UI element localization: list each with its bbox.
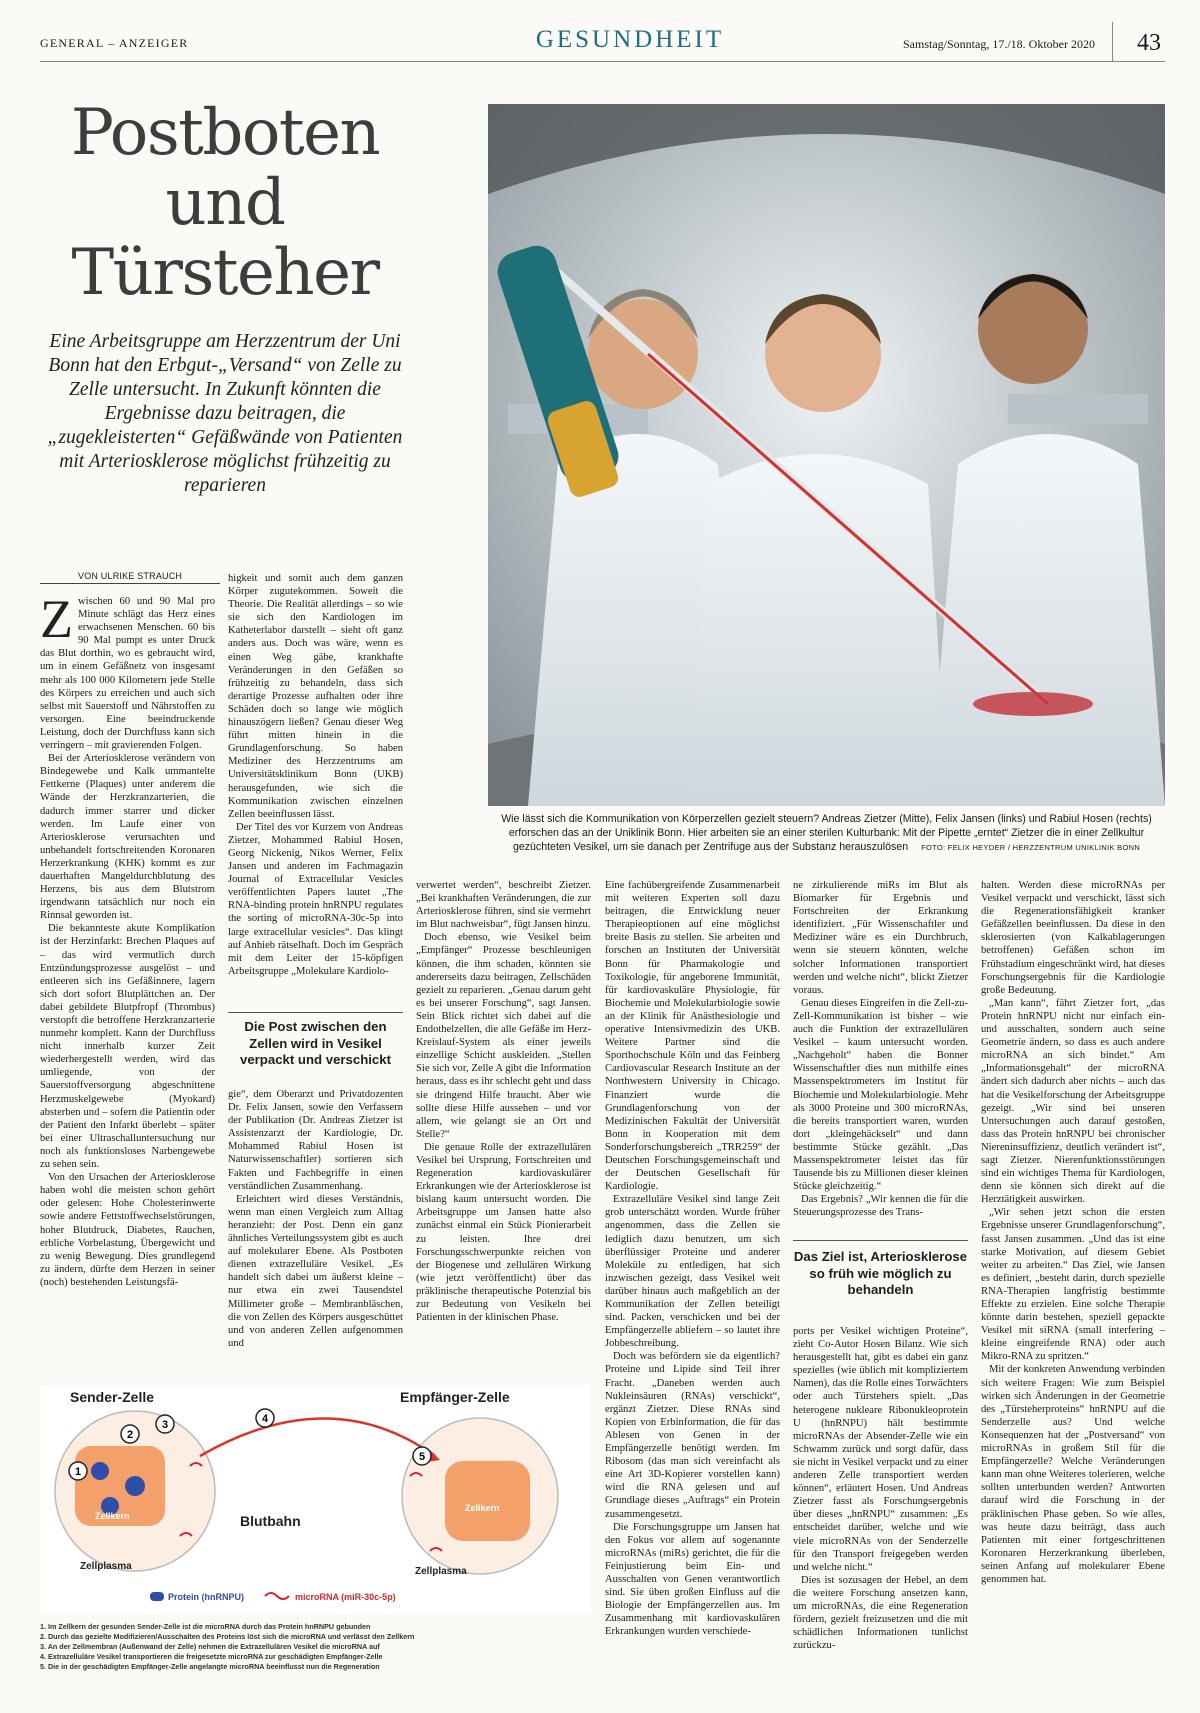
pull-quote-1: Die Post zwischen den Zellen wird in Vesikel verpackt und verschickt <box>228 1012 403 1069</box>
graphic-note: 5. Die in der geschädigten Empfänger-Zelle angelangte microRNA beeinflusst nun die Regeneration <box>40 1662 380 1671</box>
step-5: 5 <box>418 1451 426 1463</box>
paragraph: ports per Vesikel wichtigen Proteine“, zieht Co-Autor Hosen Bilanz. Wie sich herausgestellt hat, gibt es dabei ein ganz spezielles (wie üblich mit kompliziertem Namen), das die Rolle eines Torwächters oder auch Türstehers spielt. „Das heterogene nukleare Ribonukleoprotein U (hnRNPU) hält bestimmte microRNAs der Absender-Zelle wie ein Schwamm zurück und sorgt dafür, dass sie nicht in Vesikel verpackt und zu einer anderen Zelle transportiert werden können“, erläutert Hosen. Und Andreas Zietzer fasst als Forschungsergebnis über dieses „hnRNPU“ zusammen: „Es entscheidet darüber, welche und wie viele microRNAs von der Senderzelle für den Transport freigegeben werden und welche nicht.“ <box>793 1326 968 1573</box>
paragraph: „Wir sehen jetzt schon die ersten Ergebnisse unserer Grundlagenforschung“, fasst Jansen zusammen. „Und das ist eine starke Motivation, auf diesem Gebiet weiter zu arbeiten.“ Das Ziel, wie Jansen es definiert, „besteht darin, durch spezielle RNA-Therapien langfristig bestimmte Effekte zu erzielen. Eine solche Therapie könnte darin bestehen, speziell gepackte Vesikel mit siRNA (small interfering – kleine eingreifende RNA) oder auch Mikro-RNA zu spritzen.“ <box>981 1207 1165 1363</box>
receiver-cell-label: Empfänger-Zelle <box>400 1389 510 1405</box>
headline <box>40 98 410 308</box>
masthead-divider <box>1112 22 1113 62</box>
microrna-legend-icon <box>265 1593 289 1599</box>
paragraph: Dies ist sozusagen der Hebel, an dem die weitere Forschung ansetzen kann, um microRNAs, die eine Regeneration fördern, gezielt freizusetzen und die mit schädlichen Informationen tunlichst zurückzu- <box>793 1574 968 1652</box>
step-1: 1 <box>74 1466 82 1478</box>
paragraph: halten. Werden diese microRNAs per Vesikel verpackt und verschickt, lässt sich die Regenerationsfähigkeit kranker Gefäßzellen beeinflussen. Da diese in den sklerosierten (von Kalkablagerungen betroffenen) Gefäßen schon im Frühstadium eingeschränkt wird, hat dieses Forschungsergebnis für die Kardiologie große Bedeutung. <box>981 880 1165 996</box>
paragraph: Von den Ursachen der Arteriosklerose haben wohl die meisten schon gehört oder gelesen: Hohe Cholesterinwerte sowie andere Fettstoffwechselstörungen, hoher Blutdruck, Diabetes, Rauchen, erbliche Vorbelastung, Übergewicht und zu wenig Bewegung. Dies grundlegend zu ändern, dürfte dem Herzen in seiner (noch) bestehenden Leistungsfä- <box>40 1172 215 1288</box>
graphic-notes <box>40 1622 590 1672</box>
paragraph: Bei der Arteriosklerose verändern von Bindegewebe und Kalk ummantelte Fettkerne (Plaques) unter anderem die Wände der Herzkranzarterien, die dadurch immer starrer und dicker werden. Im Laufe einer von Arteriosklerose verursachten und unbehandelt fortschreitenden Koronaren Herzerkrankung (KHK) kommt es zur dauerhaften Mangeldurchblutung des Herzens, bis aus dem Blutstrom irgendwann tatsächlich nur noch ein Rinnsal geworden ist. <box>40 753 215 922</box>
headline-line-3: Türsteher <box>71 236 379 310</box>
article-column-5 <box>793 879 968 1219</box>
paragraph: Der Titel des vor Kurzem von Andreas Zietzer, Mohammed Rabiul Hosen, Georg Nickenig, Nikos Werner, Felix Jansen und anderen im Fachmagazin Journal of Extracellular Vesicles veröffentlichten Papers lautet „The RNA-binding protein hnRNPU regulates the sorting of microRNA-30c-5p into large extracellular vesicles“. Das klingt auf Anhieb rätselhaft. Doch im Gespräch mit dem Leiter der 15-köpfigen Arbeitsgruppe „Molekulare Kardiolo- <box>228 821 403 977</box>
article-column-2-continued <box>228 1088 403 1366</box>
paragraph: higkeit und somit auch dem ganzen Körper zugutekommen. Soweit die Theorie. Die Realität allerdings – so wie sie sich den Kardiologen im Katheterlabor darstellt – sieht oft ganz anders aus. Doch was wäre, wenn es einen Weg gäbe, krankhafte Veränderungen in den Gefäßen so frühzeitig zu behandeln, dass sich derartige Prozesse aufhalten oder ihre Schäden doch so lange wie möglich hinauszögern ließen? Genau dieser Weg führt mitten hinein in die Grundlagenforschung. So haben Mediziner des Herzzentrums am Universitätsklinikum Bonn (UKB) herausgefunden, wie sich die Kommunikation zwischen einzelnen Zellen beeinflussen lässt. <box>228 573 403 820</box>
paragraph: Doch was befördern sie da eigentlich? Proteine und Lipide sind Teil ihrer Fracht. „Daneben werden auch Nukleinsäuren (RNAs) verschickt“, ergänzt Zietzer. Diese RNAs sind Kopien von Erbinformation, die für das Ablesen von Genen in der Empfängerzelle benötigt werden. Im Ribosom (das man sich vereinfacht als eine Art 3D-Kopierer vorstellen kann) wird die RNA gelesen und auf Grundlage dieses „Auftrags“ ein Protein zusammengesetzt. <box>605 1351 780 1520</box>
article-column-6 <box>981 879 1165 1703</box>
paragraph-text: wischen 60 und 90 Mal pro Minute schlägt das Herz eines erwachsenen Menschen. 60 bis 90 Mal pumpt es unter Druck das Blut dorthin, wo es gebraucht wird, um in einem Gefäßnetz von insgesamt mehr als 100 000 Kilometern jede Stelle des Körpers zu erreichen und auch sich selbst mit Sauerstoff und Nährstoffen zu versorgen. Eine beeindruckende Leistung, doch der Durchfluss kann sich verringern – mit gravierenden Folgen. <box>40 596 215 752</box>
blood-vessel-label: Blutbahn <box>240 1513 301 1529</box>
step-3: 3 <box>161 1419 169 1431</box>
paragraph <box>40 589 215 752</box>
graphic-note: 4. Extrazelluläre Vesikel transportieren die freigesetzte microRNA zur geschädigten Empfänger-Zelle <box>40 1652 383 1661</box>
paragraph: Mit der konkreten Anwendung verbinden sich weitere Fragen: Wie zum Beispiel wirken sich Änderungen in der Geometrie des „Türsteherproteins“ hnRNPU auf die Senderzelle aus? Und welche Konsequenzen hat der „Postversand“ von microRNAs in großem Stil für die Empfängerzelle? Welche Veränderungen kann man ohne Weiteres tolerieren, welche sollten unterbunden werden? Antworten darauf wird die Forschung in der präklinischen Phase geben. So wie alles, was heute dazu beiträgt, dass auch Patienten mit einer fortgeschrittenen Koronaren Herzerkrankung überleben, seinen Anfang auf molekularer Ebene genommen hat. <box>981 1364 1165 1585</box>
protein-legend-label: Protein (hnRNPU) <box>168 1592 244 1602</box>
paragraph: Genau dieses Eingreifen in die Zell-zu-Zell-Kommunikation ist bisher – wie auch die Funktion der extrazellulären Vesikel – kaum untersucht worden. „Nachgeholt“ haben die Bonner Wissenschaftler dies nun mithilfe eines Massenspektrometers im Institut für Biochemie und Molekularbiologie. Mehr als 3000 Proteine und 300 microRNAs, die bereits transportiert waren, wurden dort „kleingehäckselt“ und dann bestimmte Stücke gezählt. „Das Massenspektrometer leistet das für Tausende bis zu Millionen dieser kleinen Stücke gleichzeitig.“ <box>793 997 968 1193</box>
article-column-2 <box>228 572 403 1017</box>
article-column-1 <box>40 589 215 1365</box>
graphic-note: 3. An der Zellmembran (Außenwand der Zelle) nehmen die Extrazellulären Vesikel die microRNA auf <box>40 1642 380 1651</box>
sender-nucleus-label: Zellkern <box>95 1511 130 1521</box>
article-column-5-continued <box>793 1325 968 1703</box>
receiver-nucleus-label: Zellkern <box>465 1503 500 1513</box>
cell-communication-graphic <box>40 1386 590 1614</box>
paragraph: Doch ebenso, wie Vesikel beim „Empfänger“ Prozesse beschleunigen können, die ihm schaden, könnten sie andererseits dazu beitragen, Zellschäden gezielt zu reparieren. „Genau darum geht es bei unserer Forschung“, sagt Jansen. Sein Blick richtet sich dabei auf die Endothelzellen, die alle Gefäße im Herz-Kreislauf-System als einer jeweils einzellige Schicht auskleiden. „Stellen Sie sich vor, Zelle A gibt die Information heraus, dass es ihr schlecht geht und dass sie dringend Hilfe braucht. Aber wie sollte diese Hilfe aussehen – und vor allem, wie gelangt sie an Ort und Stelle?“ <box>416 932 591 1140</box>
newspaper-name: GENERAL – ANZEIGER <box>40 36 189 50</box>
dropcap: Z <box>40 589 73 649</box>
photo-caption <box>488 812 1165 855</box>
article-column-4 <box>605 879 780 1699</box>
page-number: 43 <box>1137 30 1161 56</box>
paragraph: Die Forschungsgruppe um Jansen hat den Fokus vor allem auf sogenannte microRNAs (miRs) gerichtet, die für die Feinjustierung beim Ein- und Ausschalten von Genen verantwortlich sind. Sie üben großen Einfluss auf die Biologie der Empfängerzellen aus. Im Zusammenhang mit kardiovaskulären Erkrankungen wurden verschiede- <box>605 1521 780 1638</box>
paragraph: Das Ergebnis? „Wir kennen die für die Steuerungsprozesse des Trans- <box>793 1194 968 1219</box>
paragraph: Extrazelluläre Vesikel sind lange Zeit grob unterschätzt worden. Wurde früher angenommen, dass die Zellen sie lediglich dazu benutzen, um sich überflüssiger Proteine und anderer Moleküle zu entledigen, hat sich inzwischen gezeigt, dass Vesikel weit darüber hinaus auch maßgeblich an der Kommunikation der Zellen beteiligt sind. Packen, verschicken und bei der Empfängerzelle abliefern – so lautet ihre Jobbeschreibung. <box>605 1194 780 1350</box>
sender-cell-label: Sender-Zelle <box>70 1389 155 1405</box>
cell-diagram <box>40 1386 590 1614</box>
section-title: GESUNDHEIT <box>535 26 725 53</box>
transport-arrow <box>200 1419 435 1457</box>
paragraph: Die bekannteste akute Komplikation ist der Herzinfarkt: Brechen Plaques auf – das wird vermutlich durch Entzündungsprozesse ausgelöst – und entleeren sich ins Gefäßinnere, lagern sich dort sofort Blutplättchen an. Der dabei gebildete Blutpfropf (Thrombus) verstopft die betroffene Herzkranzarterie nunmehr komplett. Kann der Durchfluss nicht innerhalb kurzer Zeit wiederhergestellt werden, wird das umliegende, von der Sauerstoffversorgung abgeschnittene Herzmuskelgewebe (Myokard) absterben und – sofern die Patientin oder der Patient den Infarkt überlebt – später bei einer Ultraschalluntersuchung nur noch als funktionsloses Narbengewebe zu sehen sein. <box>40 923 215 1171</box>
lede: Eine Arbeitsgruppe am Herzzentrum der Uni Bonn hat den Erbgut-„Versand“ von Zelle zu Zelle untersucht. In Zukunft könnten die Ergebnisse dazu beitragen, die „zugekleisterten“ Gefäßwände von Patienten mit Arteriosklerose möglichst frühzeitig zu reparieren <box>47 331 403 496</box>
lab-photo-illustration <box>488 104 1165 806</box>
step-2: 2 <box>126 1429 134 1441</box>
protein-icon <box>91 1462 109 1480</box>
receiver-plasma-label: Zellplasma <box>415 1566 467 1577</box>
paragraph: ne zirkulierende miRs im Blut als Biomarker für Ergebnis und Fortschreiten der Erkrankung identifiziert. „Für Wissenschaftler und Mediziner wäre es ein Durchbruch, wenn sie steuern könnten, welche solcher Informationen transportiert werden und welche nicht“, blickt Zietzer voraus. <box>793 880 968 996</box>
article-column-3 <box>416 879 591 1365</box>
paragraph: Erleichtert wird dieses Verständnis, wenn man einen Vergleich zum Alltag heranzieht: der Post. Denn ein ganz ähnliches Verteilungssystem gibt es auch auf molekularer Ebene. Als Postboten dienen extrazelluläre Vesikel. „Es handelt sich dabei um äußerst kleine – nur etwa ein zwei Tausendstel Millimeter große – Membranbläschen, die von Zellen des Körpers ausgeschüttet und von anderen Zellen aufgenommen und <box>228 1193 403 1349</box>
photo-credit: FOTO: FELIX HEYDER / HERZZENTRUM UNIKLINIK BONN <box>921 843 1141 852</box>
receiver-nucleus <box>445 1461 530 1541</box>
protein-legend-icon <box>150 1592 164 1601</box>
graphic-note: 1. Im Zellkern der gesunden Sender-Zelle ist die microRNA durch das Protein hnRNPU gebunden <box>40 1622 371 1631</box>
headline-line-2: und <box>165 166 285 240</box>
lab-photo <box>488 104 1165 806</box>
byline: VON ULRIKE STRAUCH <box>40 571 220 584</box>
graphic-note: 2. Durch das gezielte Modifizieren/Ausschalten des Proteins löst sich die microRNA und verlässt den Zellkern <box>40 1632 415 1641</box>
caption-text: Wie lässt sich die Kommunikation von Körperzellen gezielt steuern? Andreas Zietzer (Mitte), Felix Jansen (links) und Rabiul Hosen (rechts) erforschen das an der Uniklinik Bonn. Hier arbeiten sie an einer sterilen Kulturbank: Mit der Pipette „erntet“ Zietzer die in einer Zellkultur gezüchteten Vesikel, um sie danach per Zentrifuge aus der Substanz herauszulösen <box>501 813 1152 853</box>
paragraph: Eine fachübergreifende Zusammenarbeit mit weiteren Experten soll dazu beitragen, die Entwicklung neuer Therapieoptionen auf eine möglichst breite Basis zu stellen. Sie arbeiten und forschen an Instituten der Universität Bonn für Pharmakologie und Toxikologie, für angeborene Immunität, für kardiovaskuläre Physiologie, für Biochemie und Molekularbiologie sowie an der Klinik für Anästhesiologie und operative Intensivmedizin des UKB. Weitere Partner sind die Sporthochschule Köln und das Feinberg Cardiovascular Research Institute an der Northwestern University in Chicago. Finanziert wurde die Grundlagenforschung von der Medizinischen Fakultät der Universität Bonn in Kooperation mit dem Sonderforschungsbereich „TRR259“ der Deutschen Forschungsgemeinschaft und der Deutschen Gesellschaft für Kardiologie. <box>605 880 780 1193</box>
paragraph: Die genaue Rolle der extrazellulären Vesikel bei Ursprung, Fortschreiten und Regeneration kardiovaskulärer Erkrankungen wie der Arteriosklerose ist bislang kaum untersucht worden. Die Arbeitsgruppe um Jansen hatte also zunächst einmal ein Stück Pionierarbeit zu leisten. Ihre drei Forschungsschwerpunkte reichen von der Biogenese und zellulären Wirkung (wie jetzt veröffentlicht) über das präklinische therapeutische Potenzial bis zur Bedeutung von Vesikeln bei Patienten in der klinischen Phase. <box>416 1141 591 1324</box>
issue-date: Samstag/Sonntag, 17./18. Oktober 2020 <box>903 37 1095 51</box>
sender-plasma-label: Zellplasma <box>80 1561 132 1572</box>
paragraph: verwertet werden“, beschreibt Zietzer. „Bei krankhaften Veränderungen, die zur Arteriosklerose führen, sind sie vermehrt im Blut nachweisbar“, fügt Jansen hinzu. <box>416 880 591 931</box>
paragraph: gie“, dem Oberarzt und Privatdozenten Dr. Felix Jansen, sowie den Verfassern der Publikation (Dr. Andreas Zietzer ist Assistenzarzt der Kardiologie, Dr. Mohammed Rabiul Hosen ist Naturwissenschaftler) sortieren sich Fakten und Fachbegriffe in einen verständlichen Zusammenhang. <box>228 1089 403 1192</box>
masthead <box>40 22 1165 62</box>
headline-line-1: Postboten <box>70 96 380 170</box>
pull-quote-2: Das Ziel ist, Arteriosklerose so früh wie möglich zu behandeln <box>793 1240 968 1299</box>
paragraph: „Man kann“, fährt Zietzer fort, „das Protein hnRNPU nicht nur einfach ein- und ausschalten, sondern auch seine Geometrie ändern, so dass es auch andere microRNA an sich bindet.“ Am „Informationsgehalt“ der microRNA ändert sich dadurch aber nichts – auch das hat die Vesikelforschung der Arbeitsgruppe gezeigt. „Wir sind bei unseren Untersuchungen auch darauf gestoßen, dass das Protein hnRNPU bei chronischer Niereninsuffizienz, deutlich verändert ist“, sagt Zietzer. Nierenfunktionsstörungen sind ein wichtiges Thema für Kardiologen, denn sie können sich direkt auf die Herztätigkeit auswirken. <box>981 997 1165 1206</box>
protein-icon <box>125 1476 145 1496</box>
step-4: 4 <box>261 1413 269 1425</box>
microrna-legend-label: microRNA (miR-30c-5p) <box>295 1592 396 1602</box>
